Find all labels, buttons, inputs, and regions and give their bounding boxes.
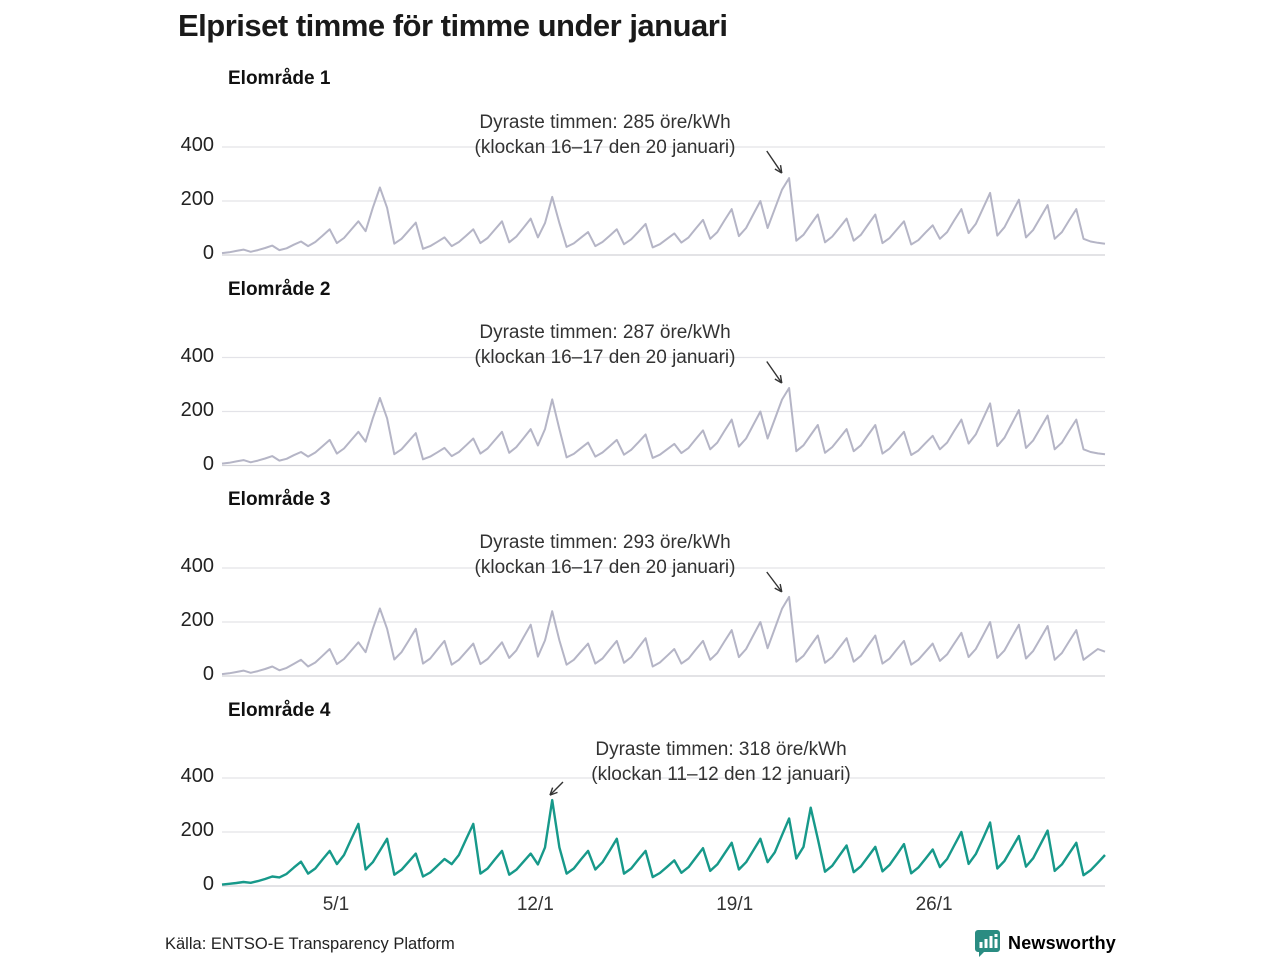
annotation-line-2: (klockan 11–12 den 12 januari) [591, 764, 851, 785]
annotation-panel-2 [415, 320, 795, 370]
y-axis-tick-label: 200 [180, 609, 214, 631]
annotation-line-2: (klockan 16–17 den 20 januari) [474, 557, 736, 578]
y-axis-tick-label: 0 [202, 663, 214, 685]
brand-name: Newsworthy [1008, 932, 1117, 953]
panel-title-elomrade-1: Elområde 1 [228, 68, 331, 89]
annotation-line-2: (klockan 16–17 den 20 januari) [474, 347, 736, 368]
annotation-line-2: (klockan 16–17 den 20 januari) [474, 137, 736, 158]
y-axis-tick-label: 0 [202, 242, 214, 264]
y-axis-tick-label: 400 [180, 134, 214, 156]
x-axis-tick-label: 12/1 [516, 894, 554, 915]
price-line-elområde-4 [222, 800, 1105, 885]
x-axis-tick-label: 26/1 [915, 894, 953, 915]
y-axis-tick-label: 200 [180, 819, 214, 841]
x-axis-tick-label: 19/1 [716, 894, 754, 915]
panel-title-elomrade-4: Elområde 4 [228, 700, 331, 721]
price-line-elområde-1 [222, 178, 1105, 253]
annotation-panel-1 [415, 110, 795, 160]
x-axis-tick-label: 5/1 [322, 894, 350, 915]
panel-title-elomrade-3: Elområde 3 [228, 489, 331, 510]
y-axis-tick-label: 400 [180, 765, 214, 787]
annotation-panel-3 [415, 530, 795, 580]
brand-logo [974, 929, 1116, 957]
annotation-line-1: Dyraste timmen: 318 öre/kWh [595, 739, 847, 760]
y-axis-tick-label: 400 [180, 344, 214, 367]
source-credit: Källa: ENTSO-E Transparency Platform [165, 935, 455, 953]
annotation-line-1: Dyraste timmen: 287 öre/kWh [479, 322, 731, 343]
y-axis-tick-label: 400 [180, 555, 214, 577]
y-axis-tick-label: 200 [180, 398, 214, 421]
annotation-panel-4 [531, 737, 911, 787]
y-axis-tick-label: 200 [180, 188, 214, 210]
price-line-elområde-3 [222, 597, 1105, 674]
annotation-line-1: Dyraste timmen: 285 öre/kWh [479, 112, 731, 133]
panel-title-elomrade-2: Elområde 2 [228, 279, 331, 300]
price-line-elområde-2 [222, 388, 1105, 464]
y-axis-tick-label: 0 [202, 873, 214, 895]
newsworthy-bubble-chart-icon [974, 929, 1001, 957]
page-title: Elpriset timme för timme under januari [178, 8, 728, 43]
annotation-line-1: Dyraste timmen: 293 öre/kWh [479, 532, 731, 553]
y-axis-tick-label: 0 [202, 452, 214, 475]
